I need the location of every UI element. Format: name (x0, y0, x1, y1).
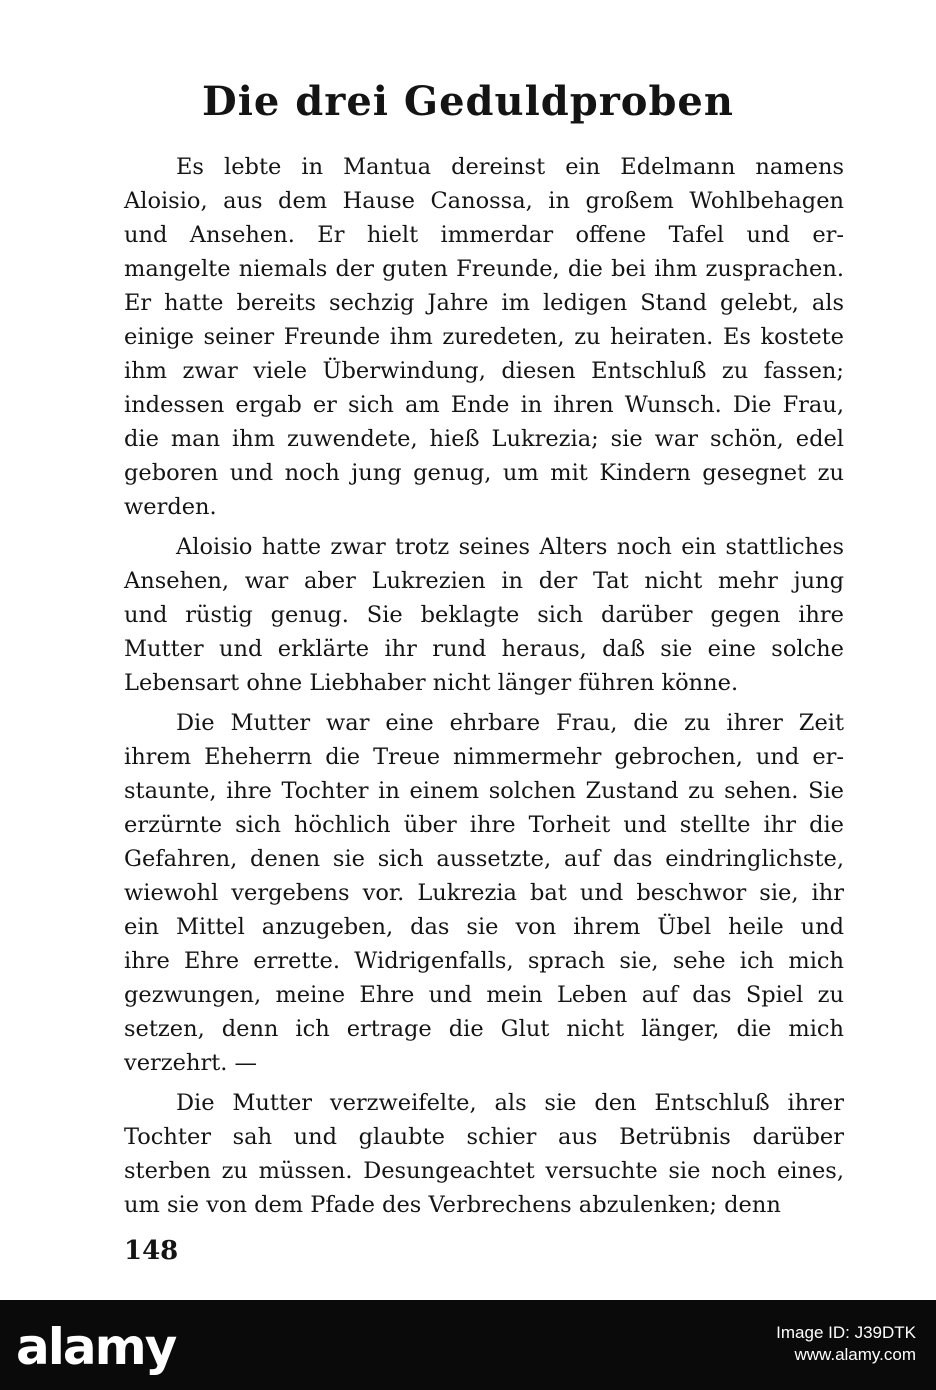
text-line: staunte, ihre Tochter in einem solchen Zustand zu sehen. Sie (124, 778, 844, 804)
text-line: um sie von dem Pfade des Verbrechens abzulenken; denn (124, 1192, 781, 1218)
image-id: Image ID: J39DTK (776, 1323, 916, 1342)
text-line: Aloisio hatte zwar trotz seines Alters noch ein stattliches (176, 534, 844, 560)
text-line: Er hatte bereits sechzig Jahre im ledigen Stand gelebt, als (124, 290, 844, 316)
stock-footer (0, 1300, 936, 1390)
text-line: ein Mittel anzugeben, das sie von ihrem Übel heile und (124, 914, 844, 940)
page-title: Die drei Geduldproben (202, 78, 734, 125)
text-line: indessen ergab er sich am Ende in ihren Wunsch. Die Frau, (124, 392, 844, 418)
text-line: und rüstig genug. Sie beklagte sich darüber gegen ihre (124, 602, 844, 628)
text-line: ihrem Eheherrn die Treue nimmermehr gebrochen, und er- (124, 744, 844, 770)
text-line: Die Mutter war eine ehrbare Frau, die zu ihrer Zeit (176, 710, 844, 736)
page-number: 148 (124, 1236, 179, 1266)
text-line: sterben zu müssen. Desungeachtet versuchte sie noch eines, (124, 1158, 844, 1184)
alamy-logo: alamy (16, 1318, 176, 1376)
text-line: Aloisio, aus dem Hause Canossa, in großem Wohlbehagen (124, 188, 844, 214)
text-line: gezwungen, meine Ehre und mein Leben auf das Spiel zu (124, 982, 844, 1008)
text-line: Gefahren, denen sie sich aussetzte, auf das eindringlichste, (124, 846, 844, 872)
text-line: Mutter und erklärte ihr rund heraus, daß sie eine solche (124, 636, 844, 662)
text-line: Es lebte in Mantua dereinst ein Edelmann namens (176, 154, 844, 180)
text-line: Die Mutter verzweifelte, als sie den Entschluß ihrer (176, 1090, 844, 1116)
text-line: mangelte niemals der guten Freunde, die bei ihm zusprachen. (124, 256, 844, 282)
text-line: die man ihm zuwendete, hieß Lukrezia; sie war schön, edel (124, 426, 844, 452)
text-line: verzehrt. — (124, 1050, 258, 1076)
text-line: Ansehen, war aber Lukrezien in der Tat nicht mehr jung (124, 568, 844, 594)
text-line: ihm zwar viele Überwindung, diesen Entschluß zu fassen; (124, 358, 844, 384)
text-line: wiewohl vergebens vor. Lukrezia bat und beschwor sie, ihr (124, 880, 844, 906)
text-line: setzen, denn ich ertrage die Glut nicht länger, die mich (124, 1016, 844, 1042)
text-line: ihre Ehre errette. Widrigenfalls, sprach sie, sehe ich mich (124, 948, 844, 974)
text-line: werden. (124, 494, 217, 520)
site-url: www.alamy.com (794, 1345, 916, 1364)
text-line: geboren und noch jung genug, um mit Kindern gesegnet zu (124, 460, 844, 486)
body-text (124, 150, 844, 1222)
text-line: erzürnte sich höchlich über ihre Torheit und stellte ihr die (124, 812, 844, 838)
image-id-block (776, 1322, 916, 1366)
text-line: und Ansehen. Er hielt immerdar offene Tafel und er- (124, 222, 844, 248)
text-line: Tochter sah und glaubte schier aus Betrübnis darüber (124, 1124, 844, 1150)
text-line: Lebensart ohne Liebhaber nicht länger führen könne. (124, 670, 739, 696)
text-line: einige seiner Freunde ihm zuredeten, zu heiraten. Es kostete (124, 324, 844, 350)
